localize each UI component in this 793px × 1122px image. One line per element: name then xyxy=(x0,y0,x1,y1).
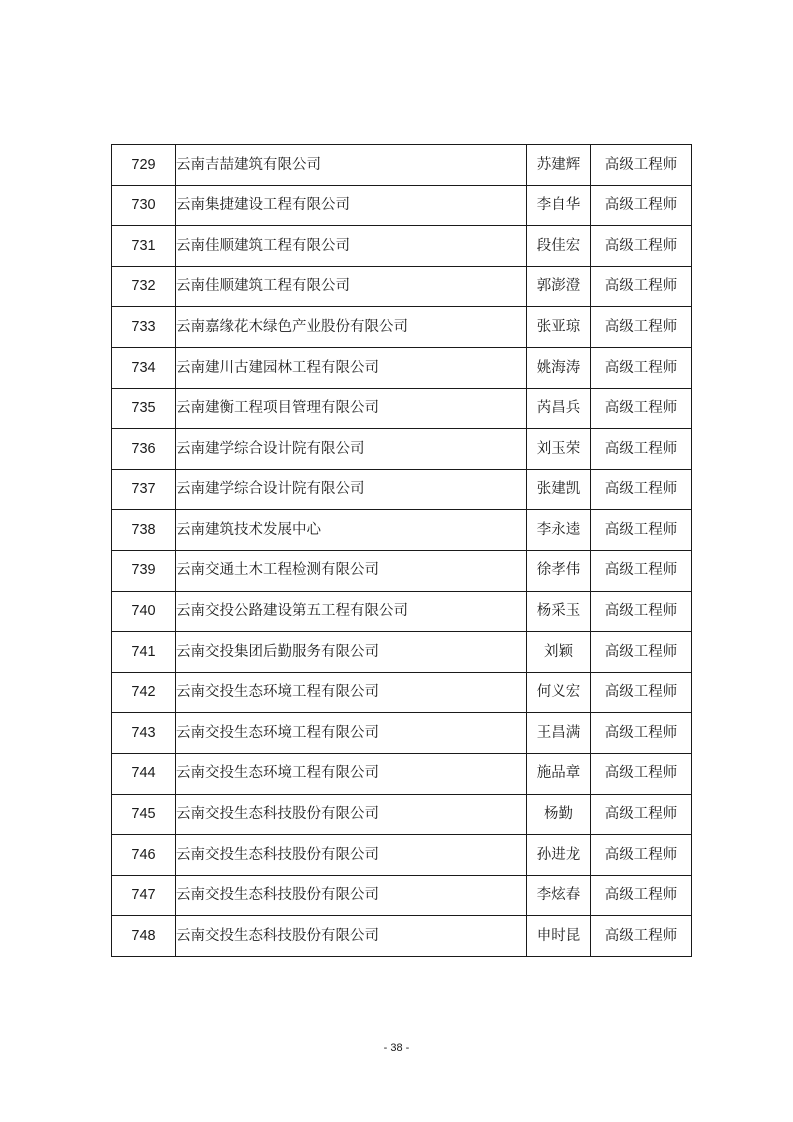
page-number: - 38 - xyxy=(383,1042,410,1054)
professional-title: 高级工程师 xyxy=(591,226,692,267)
organization-name: 云南交投生态科技股份有限公司 xyxy=(176,835,527,876)
professional-title: 高级工程师 xyxy=(591,591,692,632)
person-name: 芮昌兵 xyxy=(527,388,591,429)
professional-title: 高级工程师 xyxy=(591,672,692,713)
organization-name: 云南建学综合设计院有限公司 xyxy=(176,429,527,470)
table-row xyxy=(112,429,692,470)
roster-table-body xyxy=(112,145,692,957)
professional-title: 高级工程师 xyxy=(591,510,692,551)
person-name: 施品章 xyxy=(527,753,591,794)
row-number: 736 xyxy=(112,429,176,470)
professional-title: 高级工程师 xyxy=(591,550,692,591)
person-name: 郭澎澄 xyxy=(527,266,591,307)
person-name: 张建凯 xyxy=(527,469,591,510)
professional-title: 高级工程师 xyxy=(591,266,692,307)
person-name: 刘玉荣 xyxy=(527,429,591,470)
organization-name: 云南建学综合设计院有限公司 xyxy=(176,469,527,510)
table-row xyxy=(112,672,692,713)
person-name: 杨勤 xyxy=(527,794,591,835)
table-row xyxy=(112,226,692,267)
table-row xyxy=(112,591,692,632)
table-row xyxy=(112,307,692,348)
row-number: 740 xyxy=(112,591,176,632)
professional-title: 高级工程师 xyxy=(591,388,692,429)
table-row xyxy=(112,875,692,916)
table-row xyxy=(112,794,692,835)
row-number: 742 xyxy=(112,672,176,713)
professional-title: 高级工程师 xyxy=(591,347,692,388)
row-number: 746 xyxy=(112,835,176,876)
person-name: 孙进龙 xyxy=(527,835,591,876)
organization-name: 云南嘉缘花木绿色产业股份有限公司 xyxy=(176,307,527,348)
organization-name: 云南交投生态科技股份有限公司 xyxy=(176,875,527,916)
person-name: 苏建辉 xyxy=(527,145,591,186)
organization-name: 云南交投公路建设第五工程有限公司 xyxy=(176,591,527,632)
person-name: 张亚琼 xyxy=(527,307,591,348)
professional-title: 高级工程师 xyxy=(591,875,692,916)
organization-name: 云南佳顺建筑工程有限公司 xyxy=(176,266,527,307)
professional-title: 高级工程师 xyxy=(591,835,692,876)
person-name: 李永逵 xyxy=(527,510,591,551)
person-name: 李自华 xyxy=(527,185,591,226)
organization-name: 云南建筑技术发展中心 xyxy=(176,510,527,551)
row-number: 733 xyxy=(112,307,176,348)
person-name: 李炫春 xyxy=(527,875,591,916)
professional-title: 高级工程师 xyxy=(591,429,692,470)
person-name: 姚海涛 xyxy=(527,347,591,388)
row-number: 747 xyxy=(112,875,176,916)
person-name: 刘颖 xyxy=(527,632,591,673)
roster-table xyxy=(111,144,692,957)
table-row xyxy=(112,835,692,876)
row-number: 744 xyxy=(112,753,176,794)
row-number: 739 xyxy=(112,550,176,591)
person-name: 申时昆 xyxy=(527,916,591,957)
table-row xyxy=(112,388,692,429)
organization-name: 云南佳顺建筑工程有限公司 xyxy=(176,226,527,267)
row-number: 748 xyxy=(112,916,176,957)
organization-name: 云南建衡工程项目管理有限公司 xyxy=(176,388,527,429)
professional-title: 高级工程师 xyxy=(591,916,692,957)
person-name: 王昌满 xyxy=(527,713,591,754)
organization-name: 云南交投集团后勤服务有限公司 xyxy=(176,632,527,673)
row-number: 735 xyxy=(112,388,176,429)
row-number: 734 xyxy=(112,347,176,388)
person-name: 何义宏 xyxy=(527,672,591,713)
person-name: 徐孝伟 xyxy=(527,550,591,591)
professional-title: 高级工程师 xyxy=(591,713,692,754)
table-row xyxy=(112,266,692,307)
professional-title: 高级工程师 xyxy=(591,753,692,794)
professional-title: 高级工程师 xyxy=(591,632,692,673)
table-row xyxy=(112,510,692,551)
person-name: 段佳宏 xyxy=(527,226,591,267)
row-number: 731 xyxy=(112,226,176,267)
organization-name: 云南交投生态环境工程有限公司 xyxy=(176,753,527,794)
row-number: 730 xyxy=(112,185,176,226)
row-number: 729 xyxy=(112,145,176,186)
row-number: 732 xyxy=(112,266,176,307)
row-number: 741 xyxy=(112,632,176,673)
row-number: 743 xyxy=(112,713,176,754)
table-row xyxy=(112,347,692,388)
organization-name: 云南交通土木工程检测有限公司 xyxy=(176,550,527,591)
row-number: 745 xyxy=(112,794,176,835)
row-number: 738 xyxy=(112,510,176,551)
professional-title: 高级工程师 xyxy=(591,145,692,186)
table-row xyxy=(112,145,692,186)
table-row xyxy=(112,185,692,226)
professional-title: 高级工程师 xyxy=(591,794,692,835)
table-row xyxy=(112,916,692,957)
table-row xyxy=(112,550,692,591)
table-row xyxy=(112,469,692,510)
organization-name: 云南交投生态科技股份有限公司 xyxy=(176,916,527,957)
organization-name: 云南建川古建园林工程有限公司 xyxy=(176,347,527,388)
organization-name: 云南集捷建设工程有限公司 xyxy=(176,185,527,226)
person-name: 杨采玉 xyxy=(527,591,591,632)
table-row xyxy=(112,713,692,754)
organization-name: 云南交投生态科技股份有限公司 xyxy=(176,794,527,835)
organization-name: 云南交投生态环境工程有限公司 xyxy=(176,672,527,713)
table-row xyxy=(112,632,692,673)
table-row xyxy=(112,753,692,794)
organization-name: 云南吉喆建筑有限公司 xyxy=(176,145,527,186)
organization-name: 云南交投生态环境工程有限公司 xyxy=(176,713,527,754)
professional-title: 高级工程师 xyxy=(591,185,692,226)
professional-title: 高级工程师 xyxy=(591,307,692,348)
row-number: 737 xyxy=(112,469,176,510)
professional-title: 高级工程师 xyxy=(591,469,692,510)
